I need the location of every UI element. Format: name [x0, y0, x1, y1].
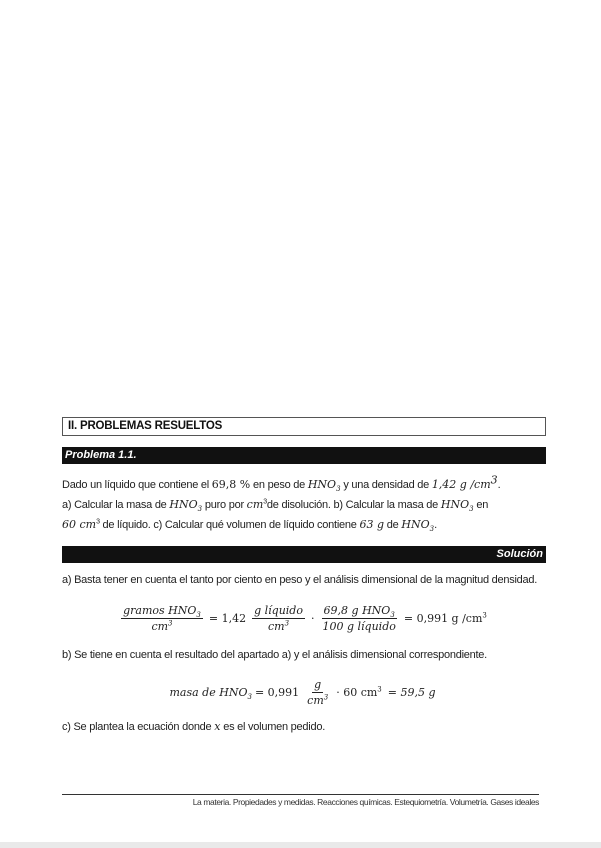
part-a-text: a) Basta tener en cuenta el tanto por ciento en peso y el análisis dimensional de la magnitud densidad.	[62, 574, 538, 586]
solution-heading: Solución	[62, 546, 546, 563]
section-heading: II. PROBLEMAS RESUELTOS	[62, 417, 546, 436]
part-b-text: b) Se tiene en cuenta el resultado del apartado a) y el análisis dimensional correspondiente.	[62, 649, 487, 661]
equation-2: masa de $HNO_3$ = 0,991 $\frac{g}{cm^3}$ · 60 $cm^3$ = 59,5 g	[169, 677, 436, 707]
footer-rule	[62, 794, 539, 795]
problem-statement: Dado un líquido que contiene el 69,8 % en peso de $HNO_3$ y una densidad de 1,42 g $/cm^3$. a) Calcular la masa de $HNO_3$ puro por $cm^3de$ disolución. b) Calcular la masa de $HNO_3$ en 60 $cm^3$ de líquido. c) Calcular qué volumen de líquido contiene 63 g de $HNO_3$.	[62, 473, 501, 534]
page-footer: La materia. Propiedades y medidas. Reacciones químicas. Estequiometría. Volumetría. Gases ideales	[192, 797, 539, 807]
equation-1: $\frac{gramos HNO_3}{cm^3}$ = 1,42 $\frac{\text{g líquido}}{cm^3}$ · $\frac{69,8 g HNO_3}{\text{100 g líquido}}$ = 0,991 g $/cm^3$	[123, 603, 487, 633]
page-content	[62, 417, 546, 737]
problem-heading: Problema 1.1.	[62, 447, 546, 464]
part-c-text: c) Se plantea la ecuación donde x es el volumen pedido.	[62, 720, 326, 733]
